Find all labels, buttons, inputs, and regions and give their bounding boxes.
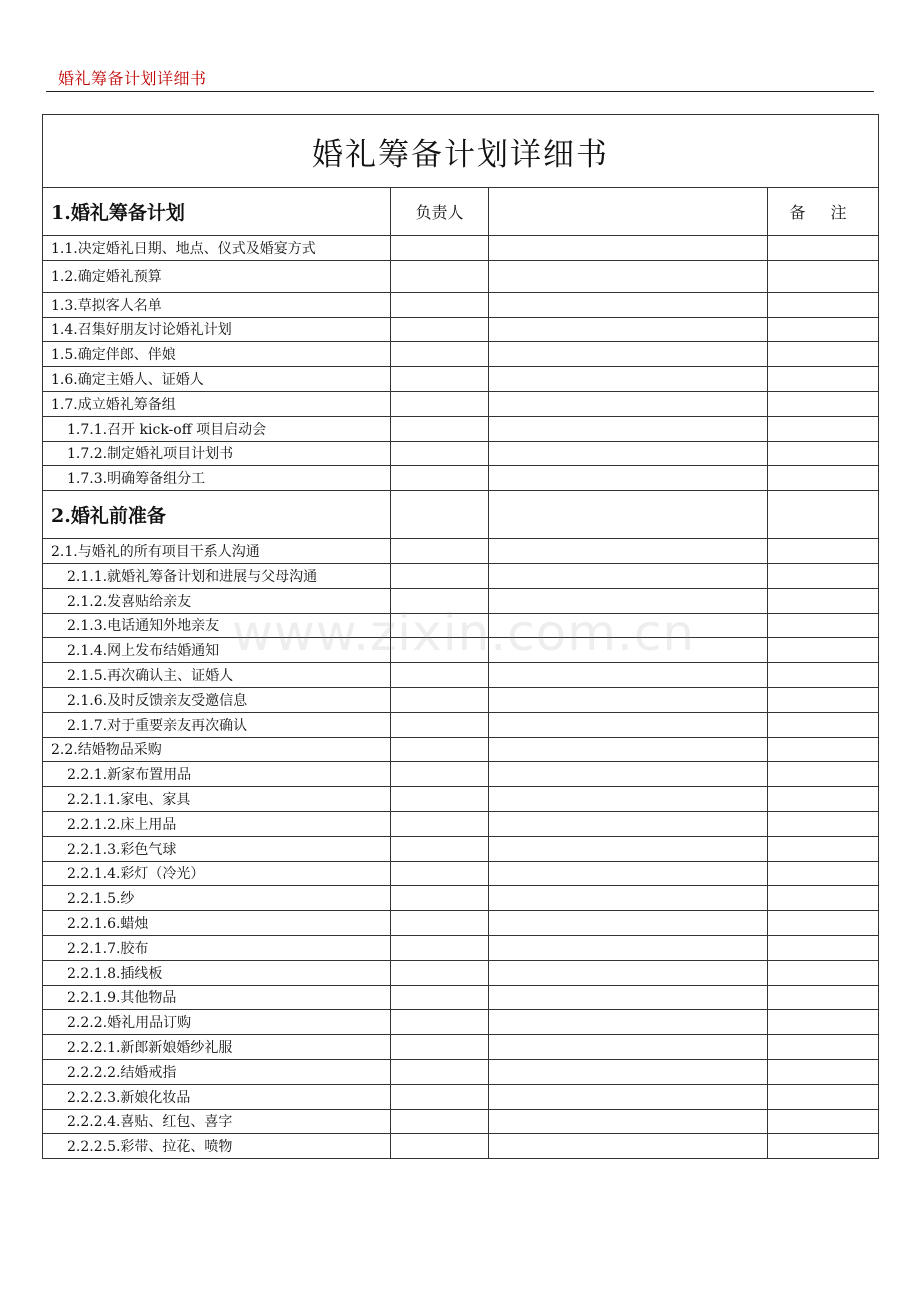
notes-cell — [768, 836, 879, 861]
detail-cell — [489, 260, 768, 292]
notes-cell — [768, 687, 879, 712]
section-title: 2.婚礼前准备 — [43, 491, 391, 539]
task-label: 2.2.2.2.结婚戒指 — [43, 1059, 391, 1084]
notes-cell — [768, 260, 879, 292]
notes-cell — [768, 985, 879, 1010]
detail-cell — [489, 638, 768, 663]
notes-cell — [768, 563, 879, 588]
notes-cell — [768, 663, 879, 688]
table-row — [43, 985, 879, 1010]
task-label: 2.1.4.网上发布结婚通知 — [43, 638, 391, 663]
detail-cell — [489, 861, 768, 886]
owner-cell — [391, 861, 489, 886]
task-label: 1.4.召集好朋友讨论婚礼计划 — [43, 317, 391, 342]
task-label: 2.2.1.5.纱 — [43, 886, 391, 911]
owner-cell — [391, 712, 489, 737]
table-row — [43, 391, 879, 416]
task-label: 2.2.1.4.彩灯（冷光） — [43, 861, 391, 886]
task-label: 1.7.成立婚礼筹备组 — [43, 391, 391, 416]
table-row — [43, 1134, 879, 1159]
table-row — [43, 687, 879, 712]
task-label: 1.5.确定伴郎、伴娘 — [43, 342, 391, 367]
table-row — [43, 539, 879, 564]
detail-cell — [489, 935, 768, 960]
notes-cell — [768, 911, 879, 936]
notes-cell — [768, 416, 879, 441]
table-row — [43, 292, 879, 317]
detail-cell — [489, 960, 768, 985]
owner-cell — [391, 886, 489, 911]
detail-cell — [489, 1084, 768, 1109]
table-row — [43, 317, 879, 342]
plan-table-body — [43, 115, 879, 1159]
notes-cell — [768, 342, 879, 367]
owner-cell — [391, 935, 489, 960]
owner-cell — [391, 317, 489, 342]
detail-cell — [489, 712, 768, 737]
detail-cell — [489, 1010, 768, 1035]
task-label: 2.1.与婚礼的所有项目干系人沟通 — [43, 539, 391, 564]
detail-cell — [489, 1134, 768, 1159]
detail-cell — [489, 292, 768, 317]
owner-cell — [391, 391, 489, 416]
notes-cell — [768, 1134, 879, 1159]
notes-cell — [768, 1035, 879, 1060]
task-label: 2.2.1.8.插线板 — [43, 960, 391, 985]
detail-cell — [489, 787, 768, 812]
owner-cell — [391, 737, 489, 762]
owner-cell — [391, 563, 489, 588]
owner-cell — [391, 960, 489, 985]
detail-cell — [489, 1059, 768, 1084]
task-label: 2.1.6.及时反馈亲友受邀信息 — [43, 687, 391, 712]
notes-cell — [768, 391, 879, 416]
task-label: 2.2.2.3.新娘化妆品 — [43, 1084, 391, 1109]
detail-cell — [489, 236, 768, 261]
owner-cell — [391, 292, 489, 317]
detail-cell — [489, 1035, 768, 1060]
owner-cell — [391, 260, 489, 292]
table-row — [43, 342, 879, 367]
task-label: 2.1.7.对于重要亲友再次确认 — [43, 712, 391, 737]
running-header: 婚礼筹备计划详细书 — [58, 69, 207, 88]
task-label: 2.2.1.新家布置用品 — [43, 762, 391, 787]
owner-cell — [391, 1084, 489, 1109]
watermark: www.zixin.com.cn — [232, 604, 696, 662]
detail-cell — [489, 886, 768, 911]
owner-cell — [391, 588, 489, 613]
title-row — [43, 115, 879, 188]
task-label: 2.2.2.5.彩带、拉花、喷物 — [43, 1134, 391, 1159]
detail-cell — [489, 911, 768, 936]
notes-cell — [768, 787, 879, 812]
task-label: 1.3.草拟客人名单 — [43, 292, 391, 317]
detail-cell — [489, 441, 768, 466]
detail-cell — [489, 663, 768, 688]
table-row — [43, 466, 879, 491]
task-label: 2.2.2.1.新郎新娘婚纱礼服 — [43, 1035, 391, 1060]
table-row — [43, 836, 879, 861]
task-label: 2.2.结婚物品采购 — [43, 737, 391, 762]
detail-cell — [489, 317, 768, 342]
owner-cell — [391, 836, 489, 861]
table-row — [43, 416, 879, 441]
owner-cell — [391, 236, 489, 261]
notes-cell — [768, 441, 879, 466]
task-label: 1.2.确定婚礼预算 — [43, 260, 391, 292]
detail-cell — [489, 539, 768, 564]
table-row — [43, 1059, 879, 1084]
task-label: 2.2.2.婚礼用品订购 — [43, 1010, 391, 1035]
owner-cell — [391, 811, 489, 836]
task-label: 2.2.1.2.床上用品 — [43, 811, 391, 836]
table-row — [43, 787, 879, 812]
notes-cell — [768, 613, 879, 638]
notes-column-header: 备 注 — [768, 188, 879, 236]
detail-cell — [489, 466, 768, 491]
owner-cell — [391, 491, 489, 539]
notes-cell — [768, 935, 879, 960]
table-row — [43, 563, 879, 588]
detail-cell — [489, 985, 768, 1010]
section-title: 1.婚礼筹备计划 — [43, 188, 391, 236]
plan-table — [42, 114, 879, 1159]
notes-cell — [768, 236, 879, 261]
owner-cell — [391, 613, 489, 638]
task-label: 1.6.确定主婚人、证婚人 — [43, 367, 391, 392]
table-row — [43, 236, 879, 261]
owner-cell — [391, 466, 489, 491]
notes-cell — [768, 539, 879, 564]
owner-cell — [391, 687, 489, 712]
task-label: 2.1.2.发喜贴给亲友 — [43, 588, 391, 613]
notes-cell — [768, 861, 879, 886]
section-header-row — [43, 188, 879, 236]
table-row — [43, 935, 879, 960]
notes-cell — [768, 960, 879, 985]
detail-cell — [489, 836, 768, 861]
owner-cell — [391, 342, 489, 367]
detail-cell — [489, 762, 768, 787]
task-label: 2.2.1.1.家电、家具 — [43, 787, 391, 812]
table-row — [43, 861, 879, 886]
section-header-row — [43, 491, 879, 539]
header-rule — [46, 91, 874, 92]
table-row — [43, 588, 879, 613]
owner-cell — [391, 1059, 489, 1084]
detail-cell — [489, 188, 768, 236]
notes-cell — [768, 588, 879, 613]
owner-cell — [391, 787, 489, 812]
task-label: 1.7.2.制定婚礼项目计划书 — [43, 441, 391, 466]
notes-cell — [768, 292, 879, 317]
document-title: 婚礼筹备计划详细书 — [43, 115, 879, 188]
notes-cell — [768, 367, 879, 392]
notes-cell — [768, 1109, 879, 1134]
owner-cell — [391, 367, 489, 392]
notes-cell — [768, 811, 879, 836]
owner-cell — [391, 762, 489, 787]
notes-cell — [768, 1010, 879, 1035]
owner-cell — [391, 1134, 489, 1159]
task-label: 2.2.1.3.彩色气球 — [43, 836, 391, 861]
owner-cell — [391, 1035, 489, 1060]
task-label: 2.2.2.4.喜贴、红包、喜字 — [43, 1109, 391, 1134]
notes-cell — [768, 886, 879, 911]
detail-cell — [489, 563, 768, 588]
owner-cell — [391, 638, 489, 663]
task-label: 2.1.1.就婚礼筹备计划和进展与父母沟通 — [43, 563, 391, 588]
owner-cell — [391, 1010, 489, 1035]
detail-cell — [489, 737, 768, 762]
owner-cell — [391, 911, 489, 936]
notes-cell — [768, 1059, 879, 1084]
table-row — [43, 1084, 879, 1109]
task-label: 2.1.5.再次确认主、证婚人 — [43, 663, 391, 688]
notes-cell — [768, 466, 879, 491]
detail-cell — [489, 588, 768, 613]
detail-cell — [489, 811, 768, 836]
detail-cell — [489, 1109, 768, 1134]
table-row — [43, 260, 879, 292]
table-row — [43, 441, 879, 466]
task-label: 1.7.3.明确筹备组分工 — [43, 466, 391, 491]
owner-cell — [391, 539, 489, 564]
notes-cell — [768, 1084, 879, 1109]
table-row — [43, 613, 879, 638]
detail-cell — [489, 367, 768, 392]
table-row — [43, 367, 879, 392]
table-row — [43, 663, 879, 688]
task-label: 2.1.3.电话通知外地亲友 — [43, 613, 391, 638]
notes-cell — [768, 491, 879, 539]
owner-cell — [391, 441, 489, 466]
owner-cell — [391, 416, 489, 441]
task-label: 2.2.1.6.蜡烛 — [43, 911, 391, 936]
detail-cell — [489, 491, 768, 539]
owner-cell — [391, 985, 489, 1010]
table-row — [43, 886, 879, 911]
notes-cell — [768, 762, 879, 787]
table-row — [43, 960, 879, 985]
owner-cell — [391, 663, 489, 688]
table-row — [43, 1010, 879, 1035]
notes-cell — [768, 317, 879, 342]
task-label: 1.7.1.召开 kick-off 项目启动会 — [43, 416, 391, 441]
table-row — [43, 1109, 879, 1134]
detail-cell — [489, 342, 768, 367]
table-row — [43, 1035, 879, 1060]
task-label: 1.1.决定婚礼日期、地点、仪式及婚宴方式 — [43, 236, 391, 261]
table-row — [43, 712, 879, 737]
detail-cell — [489, 391, 768, 416]
task-label: 2.2.1.7.胶布 — [43, 935, 391, 960]
owner-column-header: 负责人 — [391, 188, 489, 236]
table-row — [43, 811, 879, 836]
notes-cell — [768, 638, 879, 663]
detail-cell — [489, 416, 768, 441]
detail-cell — [489, 687, 768, 712]
task-label: 2.2.1.9.其他物品 — [43, 985, 391, 1010]
table-row — [43, 911, 879, 936]
notes-cell — [768, 737, 879, 762]
owner-cell — [391, 1109, 489, 1134]
table-row — [43, 638, 879, 663]
detail-cell — [489, 613, 768, 638]
table-row — [43, 737, 879, 762]
table-row — [43, 762, 879, 787]
notes-cell — [768, 712, 879, 737]
